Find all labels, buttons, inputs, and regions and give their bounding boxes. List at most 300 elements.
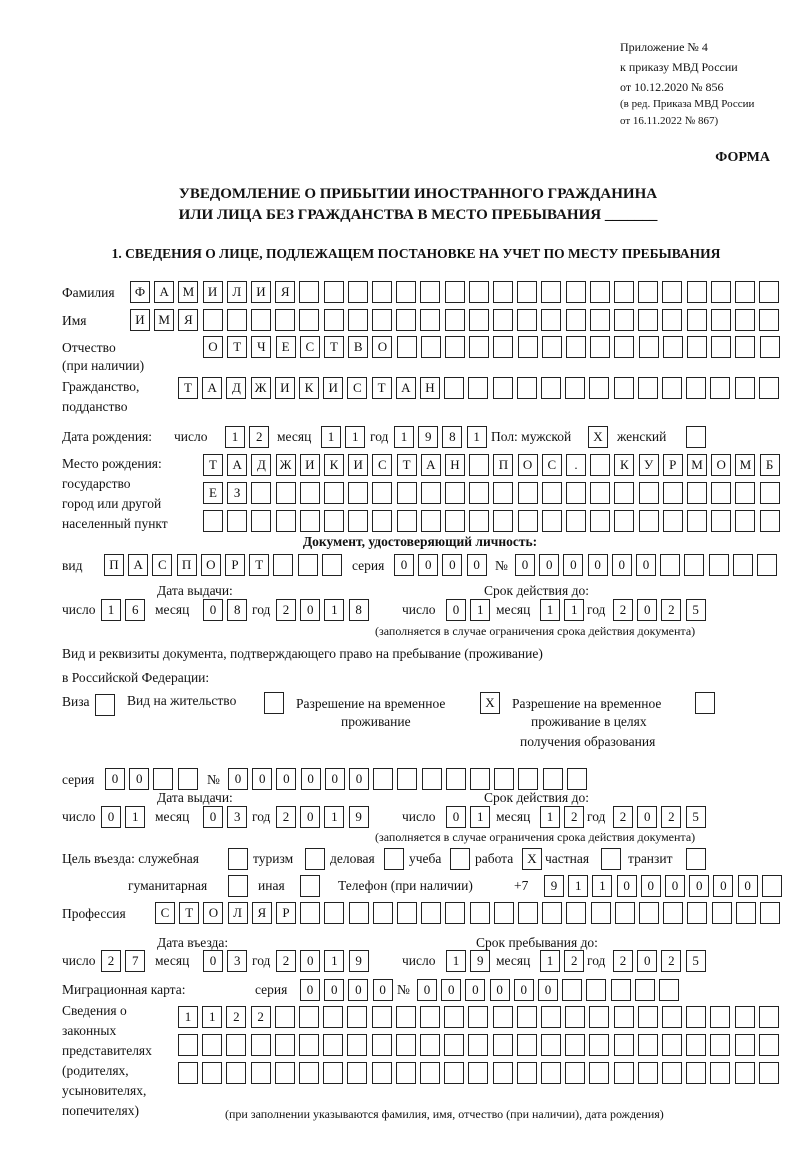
reps-field-2-cell[interactable] (347, 1034, 367, 1056)
surname-field-cell[interactable] (759, 281, 779, 303)
reps-field-3-cell[interactable] (372, 1062, 392, 1084)
mc-series-field-cell[interactable]: 0 (373, 979, 393, 1001)
phone-field-cell[interactable]: 1 (592, 875, 612, 897)
reps-field-1-cell[interactable]: 1 (178, 1006, 198, 1028)
reps-field-1-cell[interactable]: 2 (226, 1006, 246, 1028)
reps-field-1-cell[interactable] (638, 1006, 658, 1028)
patronymic-field-cell[interactable] (614, 336, 634, 358)
pob-field-3-cell[interactable] (735, 510, 755, 532)
patronymic-field-cell[interactable]: О (203, 336, 223, 358)
right-number-field-cell[interactable]: 0 (276, 768, 296, 790)
surname-field-cell[interactable] (445, 281, 465, 303)
pob-field-1-cell[interactable]: И (348, 454, 368, 476)
right-valid-day-field-cell[interactable]: 0 (446, 806, 466, 828)
doc-kind-field-cell[interactable]: С (152, 554, 172, 576)
surname-field-cell[interactable] (735, 281, 755, 303)
name-field-cell[interactable] (759, 309, 779, 331)
right-number-field-cell[interactable] (494, 768, 514, 790)
surname-field-cell[interactable] (372, 281, 392, 303)
surname-field-cell[interactable] (517, 281, 537, 303)
surname-field-cell[interactable] (324, 281, 344, 303)
reps-field-1-cell[interactable] (686, 1006, 706, 1028)
patronymic-field-cell[interactable] (542, 336, 562, 358)
doc-issue-month-field-cell[interactable]: 0 (203, 599, 223, 621)
patronymic-field-cell[interactable] (493, 336, 513, 358)
pob-field-2-cell[interactable] (687, 482, 707, 504)
surname-field-cell[interactable] (348, 281, 368, 303)
profession-field-cell[interactable] (542, 902, 562, 924)
patronymic-field-cell[interactable] (760, 336, 780, 358)
reps-field-3-cell[interactable] (420, 1062, 440, 1084)
reps-field-3-cell[interactable] (202, 1062, 222, 1084)
surname-field-cell[interactable]: И (203, 281, 223, 303)
pob-field-1-cell[interactable]: И (300, 454, 320, 476)
doc-issue-day-field-cell[interactable]: 6 (125, 599, 145, 621)
doc-valid-year-field-cell[interactable]: 0 (637, 599, 657, 621)
doc-valid-day-field-cell[interactable]: 1 (470, 599, 490, 621)
residence-checkbox[interactable] (264, 692, 284, 714)
reps-field-1-cell[interactable] (662, 1006, 682, 1028)
pob-field-2-cell[interactable] (372, 482, 392, 504)
pob-field-1-cell[interactable]: . (566, 454, 586, 476)
reps-field-1-cell[interactable] (299, 1006, 319, 1028)
dob-day-field-cell[interactable]: 2 (249, 426, 269, 448)
profession-field-cell[interactable] (615, 902, 635, 924)
patronymic-field-cell[interactable] (445, 336, 465, 358)
right-issue-month-field-cell[interactable]: 0 (203, 806, 223, 828)
name-field-cell[interactable] (251, 309, 271, 331)
pob-field-3-cell[interactable] (590, 510, 610, 532)
pob-field-2-cell[interactable] (614, 482, 634, 504)
citizenship-field-cell[interactable]: Н (420, 377, 440, 399)
profession-field-cell[interactable] (518, 902, 538, 924)
citizenship-field-cell[interactable] (710, 377, 730, 399)
reps-field-2-cell[interactable] (372, 1034, 392, 1056)
profession-field-cell[interactable]: С (155, 902, 175, 924)
right-valid-month-field-cell[interactable]: 1 (540, 806, 560, 828)
trp-checkbox[interactable]: X (480, 692, 500, 714)
right-number-field-cell[interactable] (446, 768, 466, 790)
name-field-cell[interactable] (517, 309, 537, 331)
doc-number-field-cell[interactable] (660, 554, 680, 576)
reps-field-2-cell[interactable] (420, 1034, 440, 1056)
patronymic-field-cell[interactable] (566, 336, 586, 358)
name-field-cell[interactable] (541, 309, 561, 331)
pob-field-3-cell[interactable] (227, 510, 247, 532)
pob-field-2-cell[interactable] (421, 482, 441, 504)
citizenship-field-cell[interactable] (686, 377, 706, 399)
pob-field-3-cell[interactable] (276, 510, 296, 532)
reps-field-2-cell[interactable] (589, 1034, 609, 1056)
pob-field-1-cell[interactable]: Д (251, 454, 271, 476)
doc-valid-year-field-cell[interactable]: 2 (661, 599, 681, 621)
pob-field-2-cell[interactable] (469, 482, 489, 504)
reps-field-2-cell[interactable] (638, 1034, 658, 1056)
dob-day-field-cell[interactable]: 1 (225, 426, 245, 448)
reps-field-2-cell[interactable] (178, 1034, 198, 1056)
pob-field-1-cell[interactable]: Т (203, 454, 223, 476)
reps-field-2-cell[interactable] (444, 1034, 464, 1056)
surname-field-cell[interactable] (469, 281, 489, 303)
patronymic-field-cell[interactable] (518, 336, 538, 358)
phone-field-cell[interactable]: 0 (617, 875, 637, 897)
reps-field-3-cell[interactable] (735, 1062, 755, 1084)
pob-field-2-cell[interactable] (493, 482, 513, 504)
mc-series-field-cell[interactable]: 0 (348, 979, 368, 1001)
right-issue-year-field-cell[interactable]: 1 (324, 806, 344, 828)
reps-field-3-cell[interactable] (541, 1062, 561, 1084)
right-valid-day-field-cell[interactable]: 1 (470, 806, 490, 828)
doc-valid-day-field-cell[interactable]: 0 (446, 599, 466, 621)
doc-kind-field-cell[interactable]: О (201, 554, 221, 576)
doc-kind-field-cell[interactable] (322, 554, 342, 576)
reps-field-2-cell[interactable] (662, 1034, 682, 1056)
reps-field-1-cell[interactable] (759, 1006, 779, 1028)
purpose-other-checkbox[interactable] (300, 875, 320, 897)
right-valid-month-field-cell[interactable]: 2 (564, 806, 584, 828)
stay-month-field-cell[interactable]: 1 (540, 950, 560, 972)
dob-year-field-cell[interactable]: 8 (442, 426, 462, 448)
name-field-cell[interactable] (275, 309, 295, 331)
citizenship-field-cell[interactable] (735, 377, 755, 399)
citizenship-field-cell[interactable]: А (202, 377, 222, 399)
doc-kind-field-cell[interactable] (298, 554, 318, 576)
profession-field-cell[interactable] (470, 902, 490, 924)
doc-issue-month-field-cell[interactable]: 8 (227, 599, 247, 621)
profession-field-cell[interactable] (736, 902, 756, 924)
patronymic-field-cell[interactable] (687, 336, 707, 358)
pob-field-1-cell[interactable]: М (735, 454, 755, 476)
pob-field-3-cell[interactable] (203, 510, 223, 532)
pob-field-1-cell[interactable]: Н (445, 454, 465, 476)
reps-field-3-cell[interactable] (226, 1062, 246, 1084)
pob-field-3-cell[interactable] (663, 510, 683, 532)
pob-field-3-cell[interactable] (566, 510, 586, 532)
surname-field-cell[interactable]: Л (227, 281, 247, 303)
reps-field-1-cell[interactable] (541, 1006, 561, 1028)
right-valid-year-field-cell[interactable]: 0 (637, 806, 657, 828)
phone-field-cell[interactable]: 0 (689, 875, 709, 897)
pob-field-1-cell[interactable] (469, 454, 489, 476)
entry-month-field-cell[interactable]: 0 (203, 950, 223, 972)
purpose-tourism-checkbox[interactable] (305, 848, 325, 870)
reps-field-3-cell[interactable] (444, 1062, 464, 1084)
surname-field-cell[interactable] (420, 281, 440, 303)
reps-field-2-cell[interactable] (202, 1034, 222, 1056)
citizenship-field-cell[interactable]: Т (372, 377, 392, 399)
right-number-field-cell[interactable]: 0 (301, 768, 321, 790)
phone-field-cell[interactable]: 0 (665, 875, 685, 897)
mc-number-field-cell[interactable] (659, 979, 679, 1001)
right-issue-day-field-cell[interactable]: 0 (101, 806, 121, 828)
pob-field-3-cell[interactable] (251, 510, 271, 532)
doc-issue-year-field-cell[interactable]: 8 (349, 599, 369, 621)
citizenship-field-cell[interactable] (468, 377, 488, 399)
profession-field-cell[interactable] (421, 902, 441, 924)
dob-year-field-cell[interactable]: 9 (418, 426, 438, 448)
reps-field-2-cell[interactable] (686, 1034, 706, 1056)
phone-field-cell[interactable]: 0 (713, 875, 733, 897)
reps-field-1-cell[interactable] (565, 1006, 585, 1028)
right-number-field-cell[interactable] (470, 768, 490, 790)
surname-field-cell[interactable] (541, 281, 561, 303)
name-field-cell[interactable] (324, 309, 344, 331)
pob-field-1-cell[interactable]: К (324, 454, 344, 476)
name-field-cell[interactable] (566, 309, 586, 331)
doc-issue-day-field-cell[interactable]: 1 (101, 599, 121, 621)
pob-field-1-cell[interactable]: Т (397, 454, 417, 476)
stay-day-field-cell[interactable]: 1 (446, 950, 466, 972)
profession-field-cell[interactable] (566, 902, 586, 924)
dob-year-field-cell[interactable]: 1 (467, 426, 487, 448)
right-number-field-cell[interactable] (543, 768, 563, 790)
doc-series-field-cell[interactable]: 0 (467, 554, 487, 576)
right-number-field-cell[interactable] (567, 768, 587, 790)
right-issue-month-field-cell[interactable]: 3 (227, 806, 247, 828)
pob-field-3-cell[interactable] (760, 510, 780, 532)
pob-field-2-cell[interactable] (639, 482, 659, 504)
purpose-work-checkbox[interactable]: X (522, 848, 542, 870)
reps-field-2-cell[interactable] (759, 1034, 779, 1056)
reps-field-2-cell[interactable] (323, 1034, 343, 1056)
patronymic-field-cell[interactable] (397, 336, 417, 358)
surname-field-cell[interactable] (590, 281, 610, 303)
reps-field-2-cell[interactable] (541, 1034, 561, 1056)
surname-field-cell[interactable] (396, 281, 416, 303)
reps-field-1-cell[interactable] (396, 1006, 416, 1028)
reps-field-3-cell[interactable] (686, 1062, 706, 1084)
surname-field-cell[interactable] (299, 281, 319, 303)
reps-field-1-cell[interactable] (323, 1006, 343, 1028)
right-series-field-cell[interactable]: 0 (129, 768, 149, 790)
trp-edu-checkbox[interactable] (695, 692, 715, 714)
mc-series-field-cell[interactable]: 0 (324, 979, 344, 1001)
reps-field-2-cell[interactable] (493, 1034, 513, 1056)
mc-number-field-cell[interactable] (635, 979, 655, 1001)
surname-field-cell[interactable] (687, 281, 707, 303)
profession-field-cell[interactable] (639, 902, 659, 924)
name-field-cell[interactable] (590, 309, 610, 331)
profession-field-cell[interactable]: Л (228, 902, 248, 924)
stay-month-field-cell[interactable]: 2 (564, 950, 584, 972)
profession-field-cell[interactable] (663, 902, 683, 924)
name-field-cell[interactable] (396, 309, 416, 331)
name-field-cell[interactable] (348, 309, 368, 331)
stay-year-field-cell[interactable]: 5 (686, 950, 706, 972)
doc-series-field-cell[interactable]: 0 (394, 554, 414, 576)
patronymic-field-cell[interactable]: В (348, 336, 368, 358)
name-field-cell[interactable] (469, 309, 489, 331)
name-field-cell[interactable] (493, 309, 513, 331)
patronymic-field-cell[interactable] (711, 336, 731, 358)
citizenship-field-cell[interactable] (614, 377, 634, 399)
right-issue-year-field-cell[interactable]: 0 (300, 806, 320, 828)
reps-field-3-cell[interactable] (614, 1062, 634, 1084)
doc-number-field-cell[interactable]: 0 (588, 554, 608, 576)
mc-number-field-cell[interactable]: 0 (490, 979, 510, 1001)
patronymic-field-cell[interactable] (639, 336, 659, 358)
right-issue-year-field-cell[interactable]: 9 (349, 806, 369, 828)
pob-field-2-cell[interactable] (518, 482, 538, 504)
reps-field-1-cell[interactable]: 1 (202, 1006, 222, 1028)
pob-field-2-cell[interactable] (348, 482, 368, 504)
surname-field-cell[interactable] (493, 281, 513, 303)
reps-field-1-cell[interactable] (735, 1006, 755, 1028)
name-field-cell[interactable] (711, 309, 731, 331)
patronymic-field-cell[interactable]: Е (276, 336, 296, 358)
pob-field-3-cell[interactable] (518, 510, 538, 532)
pob-field-3-cell[interactable] (324, 510, 344, 532)
citizenship-field-cell[interactable]: А (396, 377, 416, 399)
doc-valid-year-field-cell[interactable]: 5 (686, 599, 706, 621)
doc-valid-year-field-cell[interactable]: 2 (613, 599, 633, 621)
patronymic-field-cell[interactable] (421, 336, 441, 358)
profession-field-cell[interactable] (760, 902, 780, 924)
doc-series-field-cell[interactable]: 0 (418, 554, 438, 576)
surname-field-cell[interactable]: А (154, 281, 174, 303)
right-valid-year-field-cell[interactable]: 5 (686, 806, 706, 828)
patronymic-field-cell[interactable]: С (300, 336, 320, 358)
stay-year-field-cell[interactable]: 2 (613, 950, 633, 972)
right-number-field-cell[interactable]: 0 (252, 768, 272, 790)
mc-number-field-cell[interactable]: 0 (417, 979, 437, 1001)
surname-field-cell[interactable] (662, 281, 682, 303)
reps-field-2-cell[interactable] (396, 1034, 416, 1056)
reps-field-2-cell[interactable] (565, 1034, 585, 1056)
citizenship-field-cell[interactable] (444, 377, 464, 399)
entry-month-field-cell[interactable]: 3 (227, 950, 247, 972)
mc-number-field-cell[interactable]: 0 (441, 979, 461, 1001)
patronymic-field-cell[interactable] (663, 336, 683, 358)
pob-field-2-cell[interactable]: Е (203, 482, 223, 504)
reps-field-1-cell[interactable] (710, 1006, 730, 1028)
pob-field-3-cell[interactable] (639, 510, 659, 532)
reps-field-2-cell[interactable] (614, 1034, 634, 1056)
profession-field-cell[interactable] (712, 902, 732, 924)
pob-field-3-cell[interactable] (397, 510, 417, 532)
citizenship-field-cell[interactable]: Ж (251, 377, 271, 399)
citizenship-field-cell[interactable] (759, 377, 779, 399)
surname-field-cell[interactable] (566, 281, 586, 303)
doc-number-field-cell[interactable] (684, 554, 704, 576)
phone-field-cell[interactable]: 9 (544, 875, 564, 897)
citizenship-field-cell[interactable]: Д (226, 377, 246, 399)
dob-month-field-cell[interactable]: 1 (321, 426, 341, 448)
name-field-cell[interactable] (638, 309, 658, 331)
reps-field-3-cell[interactable] (759, 1062, 779, 1084)
reps-field-2-cell[interactable] (735, 1034, 755, 1056)
surname-field-cell[interactable]: Я (275, 281, 295, 303)
profession-field-cell[interactable]: О (203, 902, 223, 924)
name-field-cell[interactable] (662, 309, 682, 331)
doc-issue-year-field-cell[interactable]: 1 (324, 599, 344, 621)
pob-field-2-cell[interactable] (542, 482, 562, 504)
surname-field-cell[interactable] (638, 281, 658, 303)
right-valid-year-field-cell[interactable]: 2 (613, 806, 633, 828)
reps-field-1-cell[interactable] (614, 1006, 634, 1028)
doc-number-field-cell[interactable] (757, 554, 777, 576)
profession-field-cell[interactable]: Р (276, 902, 296, 924)
phone-field-cell[interactable] (762, 875, 782, 897)
pob-field-2-cell[interactable] (397, 482, 417, 504)
reps-field-3-cell[interactable] (323, 1062, 343, 1084)
right-series-field-cell[interactable]: 0 (105, 768, 125, 790)
pob-field-2-cell[interactable] (663, 482, 683, 504)
mc-number-field-cell[interactable] (611, 979, 631, 1001)
profession-field-cell[interactable] (397, 902, 417, 924)
pob-field-3-cell[interactable] (372, 510, 392, 532)
reps-field-3-cell[interactable] (347, 1062, 367, 1084)
pob-field-1-cell[interactable]: С (372, 454, 392, 476)
reps-field-2-cell[interactable] (226, 1034, 246, 1056)
name-field-cell[interactable] (420, 309, 440, 331)
reps-field-3-cell[interactable] (468, 1062, 488, 1084)
reps-field-2-cell[interactable] (299, 1034, 319, 1056)
name-field-cell[interactable] (227, 309, 247, 331)
visa-checkbox[interactable] (95, 694, 115, 716)
entry-year-field-cell[interactable]: 0 (300, 950, 320, 972)
mc-series-field-cell[interactable]: 0 (300, 979, 320, 1001)
right-series-field-cell[interactable] (178, 768, 198, 790)
pob-field-2-cell[interactable] (711, 482, 731, 504)
right-issue-day-field-cell[interactable]: 1 (125, 806, 145, 828)
pob-field-2-cell[interactable] (300, 482, 320, 504)
pob-field-1-cell[interactable]: С (542, 454, 562, 476)
pob-field-2-cell[interactable] (566, 482, 586, 504)
phone-field-cell[interactable]: 0 (738, 875, 758, 897)
doc-number-field-cell[interactable]: 0 (636, 554, 656, 576)
surname-field-cell[interactable] (711, 281, 731, 303)
reps-field-1-cell[interactable] (444, 1006, 464, 1028)
pob-field-3-cell[interactable] (445, 510, 465, 532)
profession-field-cell[interactable]: Я (252, 902, 272, 924)
doc-kind-field-cell[interactable]: А (128, 554, 148, 576)
reps-field-1-cell[interactable] (372, 1006, 392, 1028)
reps-field-3-cell[interactable] (589, 1062, 609, 1084)
citizenship-field-cell[interactable]: Т (178, 377, 198, 399)
pob-field-2-cell[interactable] (760, 482, 780, 504)
citizenship-field-cell[interactable] (517, 377, 537, 399)
reps-field-3-cell[interactable] (251, 1062, 271, 1084)
profession-field-cell[interactable] (324, 902, 344, 924)
entry-year-field-cell[interactable]: 1 (324, 950, 344, 972)
mc-number-field-cell[interactable] (562, 979, 582, 1001)
profession-field-cell[interactable]: Т (179, 902, 199, 924)
profession-field-cell[interactable] (591, 902, 611, 924)
pob-field-1-cell[interactable]: А (421, 454, 441, 476)
pob-field-1-cell[interactable]: О (518, 454, 538, 476)
pob-field-1-cell[interactable]: П (493, 454, 513, 476)
pob-field-2-cell[interactable] (445, 482, 465, 504)
pob-field-2-cell[interactable] (276, 482, 296, 504)
pob-field-1-cell[interactable]: К (614, 454, 634, 476)
reps-field-1-cell[interactable] (347, 1006, 367, 1028)
reps-field-2-cell[interactable] (710, 1034, 730, 1056)
surname-field-cell[interactable] (614, 281, 634, 303)
purpose-business-checkbox[interactable] (384, 848, 404, 870)
name-field-cell[interactable] (735, 309, 755, 331)
citizenship-field-cell[interactable]: И (275, 377, 295, 399)
right-number-field-cell[interactable] (373, 768, 393, 790)
citizenship-field-cell[interactable] (541, 377, 561, 399)
patronymic-field-cell[interactable] (590, 336, 610, 358)
patronymic-field-cell[interactable]: Т (227, 336, 247, 358)
reps-field-1-cell[interactable] (589, 1006, 609, 1028)
profession-field-cell[interactable] (349, 902, 369, 924)
purpose-private-checkbox[interactable] (601, 848, 621, 870)
doc-series-field-cell[interactable]: 0 (442, 554, 462, 576)
citizenship-field-cell[interactable]: К (299, 377, 319, 399)
